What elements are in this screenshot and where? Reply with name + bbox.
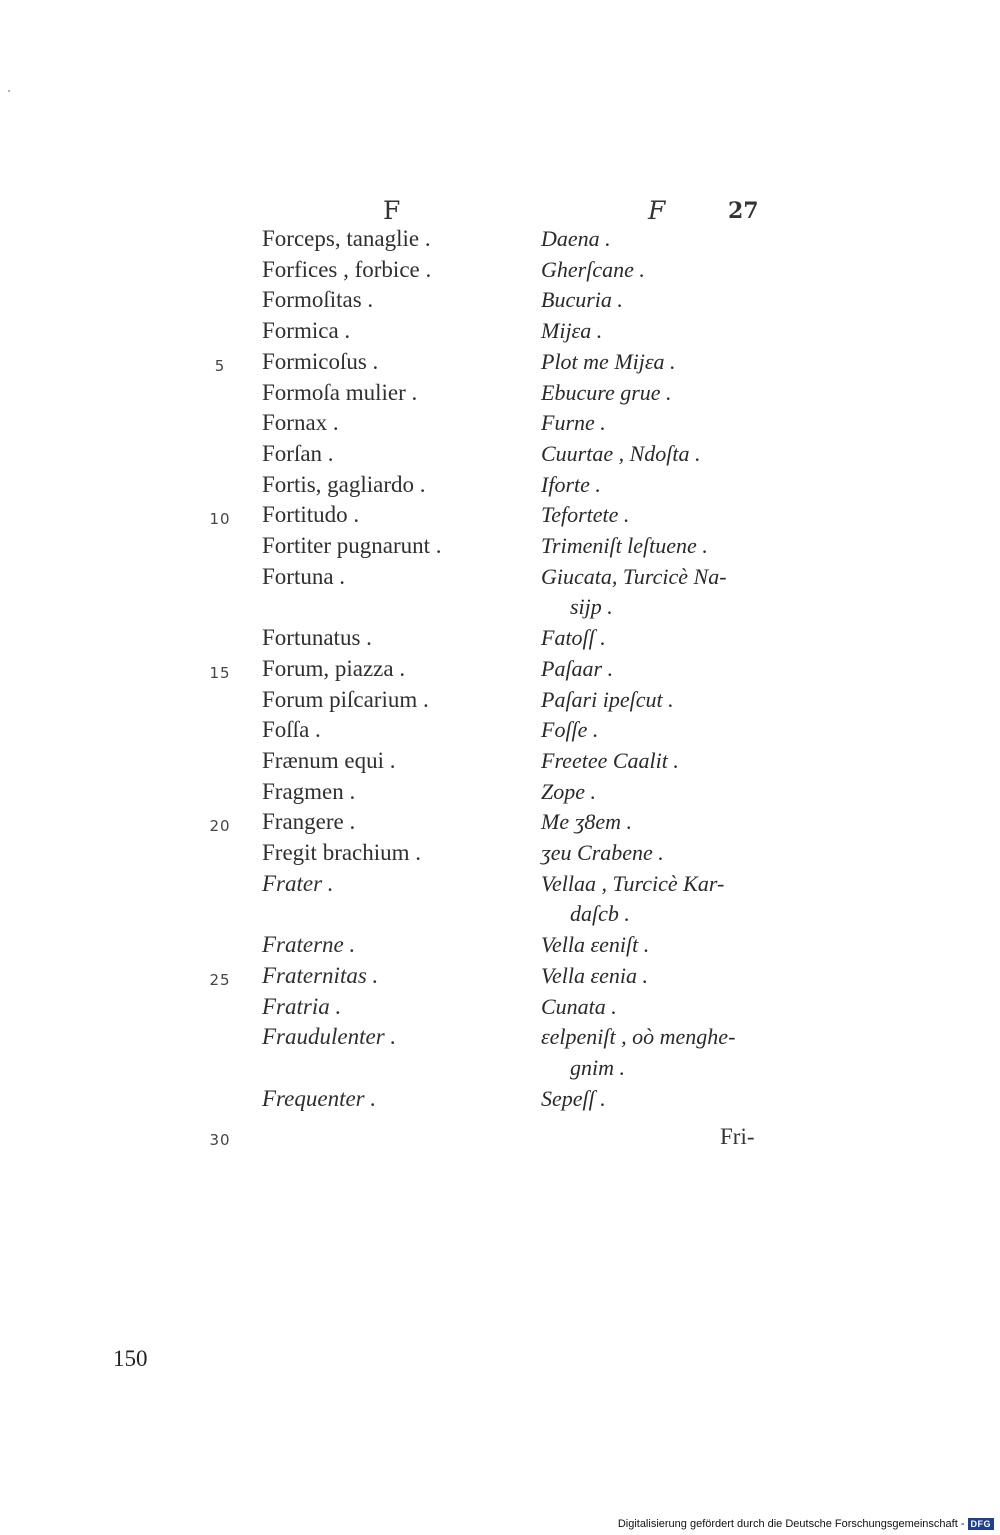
entry-row [0, 625, 1000, 655]
latin-term: Fortis, gagliardo . [262, 471, 426, 497]
entry-row [0, 1024, 1000, 1054]
running-head-left: F [383, 196, 401, 225]
latin-term: Forceps, tanaglie . [262, 226, 431, 251]
entry-row [0, 349, 1000, 379]
entry-row [0, 410, 1000, 440]
dfg-credit-text: Digitalisierung gefördert durch die Deutsche Forschungsgemeinschaft - [617, 1518, 965, 1530]
translation-continuation: sijp . [570, 594, 613, 620]
entry-row [0, 717, 1000, 747]
albanian-translation: Cunata . [541, 993, 617, 1019]
line-number: 20 [209, 817, 231, 836]
entry-row [0, 226, 1000, 256]
albanian-translation: Plot me Mijεa . [541, 348, 676, 374]
latin-term: Fratria . [262, 993, 342, 1019]
entry-row [0, 564, 1000, 594]
dfg-credit [618, 1518, 994, 1530]
albanian-translation: εelpeniſt , oò menghe- [541, 1024, 736, 1050]
albanian-translation: Furne . [541, 410, 606, 436]
albanian-translation: Gherſcane . [541, 256, 645, 282]
albanian-translation: Vella εeniſt . [541, 932, 650, 958]
entry-row [0, 840, 1000, 870]
catchword: Fri- [720, 1124, 755, 1149]
latin-term: Forum, piazza . [262, 655, 406, 681]
entry-row [0, 380, 1000, 410]
albanian-translation: Daena . [541, 226, 611, 251]
latin-term: Formoſa mulier . [262, 379, 418, 405]
latin-term: Forfices , forbice . [262, 256, 432, 282]
entry-row [0, 1055, 1000, 1085]
footer-page-number: 150 [113, 1346, 148, 1371]
latin-term: Fortitudo . [262, 502, 360, 528]
albanian-translation: Vella εenia . [541, 962, 649, 988]
latin-term: Frater . [262, 870, 334, 896]
entry-row [0, 1086, 1000, 1116]
latin-term: Fortuna . [262, 563, 346, 589]
albanian-translation: Cuurtae , Ndoſta . [541, 440, 701, 466]
albanian-translation: Fatoſſ . [541, 625, 606, 651]
entry-row [0, 687, 1000, 717]
entry-row [0, 871, 1000, 901]
albanian-translation: Paſari ipeſcut . [541, 686, 674, 712]
albanian-translation: Paſaar . [541, 655, 614, 681]
latin-term: Fragmen . [262, 778, 356, 804]
latin-term: Foſſa . [262, 717, 321, 743]
albanian-translation: Iforte . [541, 471, 601, 497]
albanian-translation: Sepeſſ . [541, 1085, 606, 1111]
entry-row [0, 533, 1000, 563]
entry-row [0, 318, 1000, 348]
latin-term: Fornax . [262, 410, 339, 436]
albanian-translation: Me ʒ8em . [541, 809, 633, 835]
entry-row [0, 441, 1000, 471]
translation-continuation: gnim . [570, 1054, 625, 1080]
latin-term: Formica . [262, 318, 351, 344]
entry-row [0, 656, 1000, 686]
line-number: 25 [209, 970, 231, 989]
latin-term: Fortunatus . [262, 625, 372, 651]
line-number: 5 [214, 356, 226, 375]
albanian-translation: Foſſe . [541, 717, 599, 743]
latin-term: Forum piſcarium . [262, 686, 429, 712]
paper-speck [8, 90, 10, 92]
line-number: 10 [209, 510, 231, 529]
entry-row [0, 809, 1000, 839]
line-number: 15 [209, 663, 231, 682]
entry-row [0, 901, 1000, 931]
entry-row [0, 779, 1000, 809]
entry-row [0, 994, 1000, 1024]
albanian-translation: Bucuria . [541, 287, 623, 313]
dfg-logo-icon: DFG [968, 1518, 995, 1530]
albanian-translation: Giucata, Turcicè Na- [541, 563, 727, 589]
latin-term: Formicoſus . [262, 348, 379, 374]
entry-row [0, 748, 1000, 778]
albanian-translation: Ebucure grue . [541, 379, 672, 405]
latin-term: Fraterne . [262, 932, 356, 958]
latin-term: Fortiter pugnarunt . [262, 533, 442, 558]
latin-term: Frangere . [262, 809, 356, 835]
latin-term: Forſan . [262, 440, 334, 466]
latin-term: Formoſitas . [262, 287, 374, 313]
latin-term: Frænum equi . [262, 747, 396, 773]
albanian-translation: Zope . [541, 778, 596, 804]
albanian-translation: Vellaa , Turcicè Kar- [541, 870, 725, 896]
latin-term: Fraudulenter . [262, 1024, 397, 1050]
entry-row [0, 932, 1000, 962]
entry-row [0, 472, 1000, 502]
albanian-translation: ʒeu Crabene . [541, 840, 664, 865]
latin-term: Frequenter . [262, 1085, 377, 1111]
entry-row [0, 257, 1000, 287]
latin-term: Fraternitas . [262, 962, 379, 988]
page-number-top: 27 [728, 198, 759, 224]
albanian-translation: Freetee Caalit . [541, 747, 679, 773]
entry-row [0, 594, 1000, 624]
albanian-translation: Tefortete . [541, 502, 630, 528]
translation-continuation: daſcb . [570, 901, 630, 927]
entry-row [0, 287, 1000, 317]
line-number: 30 [209, 1131, 231, 1149]
entry-row [0, 963, 1000, 993]
entry-row [0, 502, 1000, 532]
albanian-translation: Mijεa . [541, 318, 603, 344]
running-head-right: F [648, 196, 666, 225]
albanian-translation: Trimeniſt leſtuene . [541, 533, 708, 558]
latin-term: Fregit brachium . [262, 840, 422, 865]
